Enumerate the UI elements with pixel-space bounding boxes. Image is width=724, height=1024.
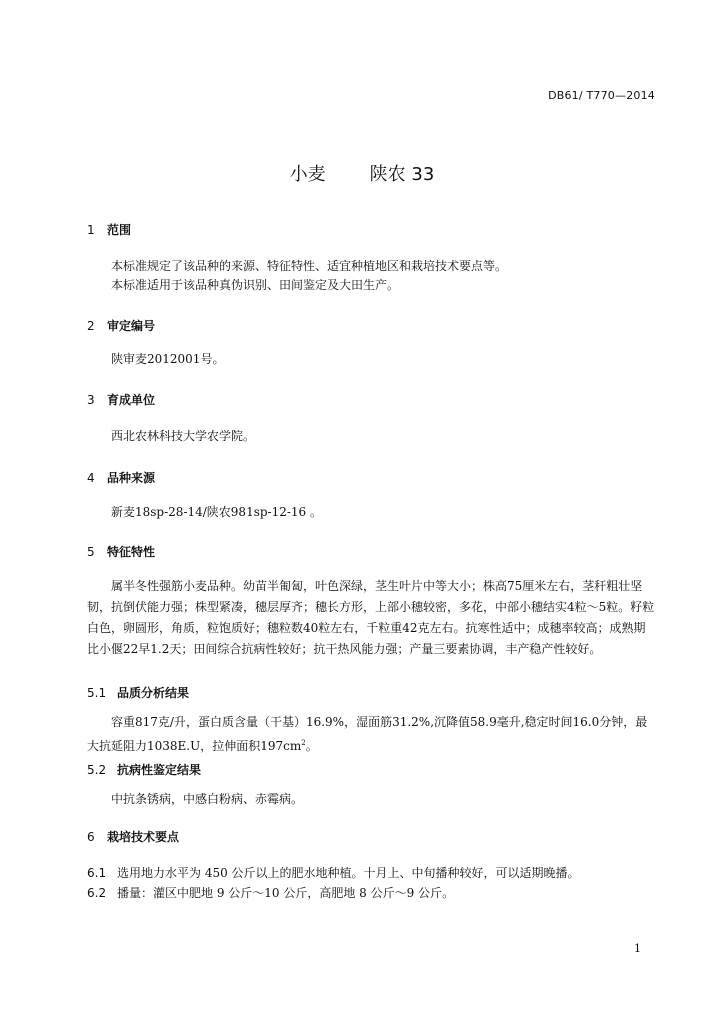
section-5-1-heading: 5.1 品质分析结果 (87, 686, 190, 700)
section-6-1-item: 6.1 选用地力水平为 450 公斤以上的肥水地种植。十月上、中旬播种较好，可以适期晚播。 (87, 866, 580, 880)
section-5-2-heading: 5.2 抗病性鉴定结果 (87, 763, 202, 777)
section-1-heading: 1 范围 (87, 223, 132, 237)
document-code: DB61/ T770—2014 (548, 89, 655, 102)
section-3-paragraph: 西北农林科技大学农学院。 (111, 429, 256, 443)
section-4-heading: 4 品种来源 (87, 471, 156, 485)
title-variety: 陕农 33 (369, 164, 435, 185)
title-crop: 小麦 (289, 164, 326, 185)
section-5-paragraph: 属半冬性强筋小麦品种。幼苗半匍匐，叶色深绿，茎生叶片中等大小；株高75厘米左右，茎秆粗壮坚韧，抗倒伏能力强；株型紧凑，穗层厚齐；穗长方形，上部小穗较密，多花，中部小穗结实4粒～5粒。籽粒白色，卵圆形，角质，粒饱质好；穗粒数40粒左右，千粒重42克左右。抗寒性适中；成穗率较高；成熟期比小偃22早1.2天；田间综合抗病性较好；抗干热风能力强；产量三要素协调，丰产稳产性较好。 (87, 579, 655, 656)
section-6-2-item: 6.2 播量：灌区中肥地 9 公斤～10 公斤，高肥地 8 公斤～9 公斤。 (87, 886, 455, 900)
page-title (0, 160, 724, 186)
section-4-paragraph: 新麦18sp-28-14/陕农981sp-12-16 。 (111, 505, 323, 519)
section-5-2-paragraph: 中抗条锈病，中感白粉病、赤霉病。 (111, 792, 304, 806)
section-1-paragraph-2: 本标准适用于该品种真伪识别、田间鉴定及大田生产。 (111, 278, 400, 292)
section-2-paragraph: 陕审麦2012001号。 (111, 352, 225, 366)
section-3-heading: 3 育成单位 (87, 393, 156, 407)
section-2-heading: 2 审定编号 (87, 319, 156, 333)
section-6-heading: 6 栽培技术要点 (87, 830, 180, 844)
page-number: 1 (634, 942, 641, 955)
section-5-1-paragraph: 容重817克/升，蛋白质含量（干基）16.9%，湿面筋31.2%,沉降值58.9毫升,稳定时间16.0分钟，最大抗延阻力1038E.U，拉伸面积$197cm^2$。 (87, 715, 648, 753)
section-1-paragraph-1: 本标准规定了该品种的来源、特征特性、适宜种植地区和栽培技术要点等。 (111, 259, 508, 273)
section-5-heading: 5 特征特性 (87, 545, 156, 559)
